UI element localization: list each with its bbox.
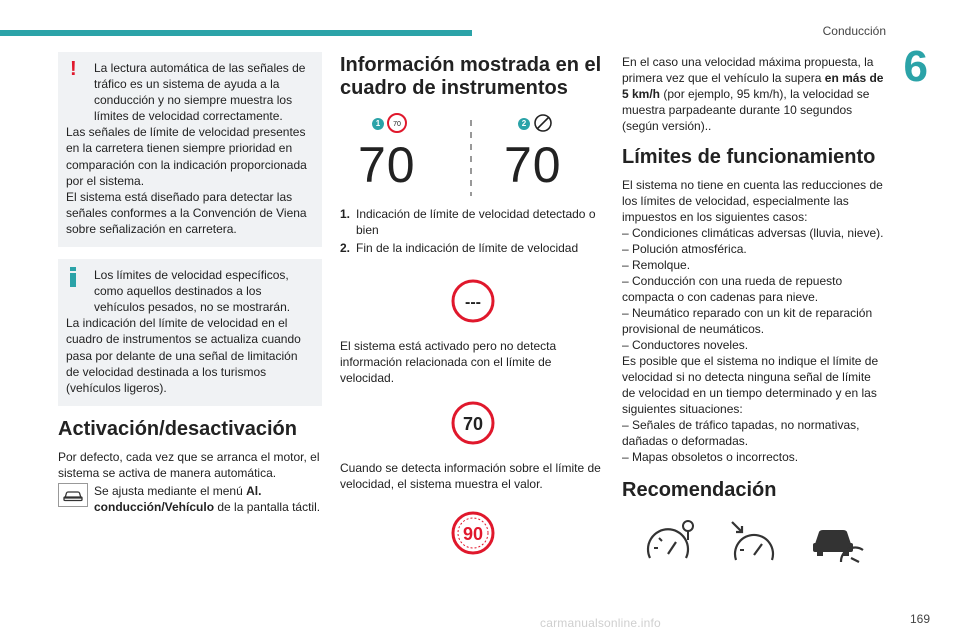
sign-70-wrap — [340, 400, 605, 446]
limits-item: – Mapas obsoletos o incorrectos. — [622, 450, 799, 464]
cluster-speed-left: 70 — [358, 137, 416, 193]
speedometer-arrow-icon — [726, 518, 782, 566]
warning-text-2: Las señales de límite de velocidad presentes en la carretera tienen siempre prioridad en comparación con la indicación proporcionada por el sistema. — [66, 125, 307, 188]
activation-para: Por defecto, cada vez que se arranca el motor, el sistema se activa de manera automática. — [58, 449, 320, 480]
limits-item: – Señales de tráfico tapadas, no normativas, dañadas o deformadas. — [622, 418, 860, 448]
warning-note — [58, 52, 322, 247]
activation-heading: Activación/desactivación — [58, 417, 297, 440]
settings-text: Se ajusta mediante el menú Al. conducción/Vehículo de la pantalla táctil. — [94, 483, 321, 514]
speedometer-marker-icon — [642, 518, 698, 566]
limits-item: – Remolque. — [622, 258, 691, 272]
limits-item: – Conductores noveles. — [622, 338, 749, 352]
chapter-number: 6 — [903, 42, 928, 91]
svg-text:90: 90 — [462, 524, 483, 544]
badge-1: 1 — [372, 118, 384, 130]
car-settings-icon — [58, 483, 88, 507]
settings-menu-path: Al. conducción/Vehículo — [94, 483, 262, 514]
flash-threshold: en más de 5 km/h — [622, 71, 884, 101]
section-title: Conducción — [822, 24, 886, 38]
reco-heading: Recomendación — [622, 479, 777, 501]
warning-text-3: El sistema está diseñado para detectar las señales conformes a la Convención de Viena sobre señalización en carretera. — [66, 189, 307, 236]
badge-2: 2 — [518, 118, 530, 130]
cluster-divider — [470, 120, 472, 196]
small-speed-sign-icon — [386, 112, 408, 134]
sign-no-info-wrap — [340, 278, 605, 324]
column-1 — [58, 52, 322, 515]
info-text-1: Los límites de velocidad específicos, como aquellos destinados a los vehículos pesados, no se mostrarán. — [94, 268, 291, 315]
speed-sign-70-icon — [450, 400, 496, 446]
limits-item: – Polución atmosférica. — [622, 242, 747, 256]
para-no-info: El sistema está activado pero no detecta información relacionada con el límite de velocidad. — [340, 339, 557, 385]
svg-text:---: --- — [464, 294, 481, 311]
end-limit-icon — [532, 112, 554, 134]
column-2 — [340, 54, 605, 570]
reco-icons — [622, 518, 887, 566]
limits-item: – Condiciones climáticas adversas (lluvia, nieve). — [622, 226, 884, 240]
svg-text:70: 70 — [462, 414, 483, 434]
limits-heading: Límites de funcionamiento — [622, 146, 876, 168]
legend-item: 1. Indicación de límite de velocidad detectado o bien — [340, 207, 596, 237]
sign-90-wrap — [340, 510, 605, 556]
para-detected: Cuando se detecta información sobre el límite de velocidad, el sistema muestra el valor. — [340, 461, 601, 491]
info-note — [58, 259, 322, 406]
info-text-2: La indicación del límite de velocidad en el cuadro de instrumentos se actualiza cuando pasa por delante de una señal de limitación de velocidad destinada a los turismos (vehículos ligeros). — [66, 316, 301, 395]
small-sign-value: 70 — [393, 121, 401, 128]
limits-item: – Conducción con una rueda de repuesto compacta o con cadenas para nieve. — [622, 274, 843, 304]
speed-sign-no-info-icon — [450, 278, 496, 324]
info-icon — [70, 267, 76, 287]
page-number: 169 — [909, 612, 930, 626]
exclamation-icon: ! — [70, 58, 77, 80]
car-speedometer-icon — [811, 518, 867, 566]
legend-item: 2. Fin de la indicación de límite de velocidad — [340, 241, 579, 255]
limits-para2: Es posible que el sistema no indique el límite de velocidad si no detecta ninguna señal de límite de velocidad en un tiempo determinado y en las siguientes situaciones: — [622, 354, 879, 416]
watermark: carmanualsonline.info — [540, 616, 661, 630]
speed-sign-90-flashing-icon — [450, 510, 496, 556]
cluster-illustration — [340, 112, 605, 198]
cluster-speed-right: 70 — [504, 137, 562, 193]
header-accent-bar — [0, 30, 472, 36]
column-3 — [622, 54, 887, 566]
flash-para: En el caso una velocidad máxima propuesta, la primera vez que el vehículo la supera en más de 5 km/h (por ejemplo, 95 km/h), la velocidad se muestra parpadeante durante 10 segundos (según versión).. — [622, 55, 884, 133]
limits-intro: El sistema no tiene en cuenta las reducciones de los límites de velocidad, especialmente las impuestos en los siguientes casos: — [622, 178, 883, 224]
warning-text-1: La lectura automática de las señales de tráfico es un sistema de ayuda a la conducción y no siempre muestra los límites de velocidad correctamente. — [94, 61, 306, 124]
settings-row — [58, 483, 322, 515]
cluster-heading: Información mostrada en el cuadro de instrumentos — [340, 54, 602, 99]
limits-item: – Neumático reparado con un kit de reparación provisional de neumáticos. — [622, 306, 873, 336]
